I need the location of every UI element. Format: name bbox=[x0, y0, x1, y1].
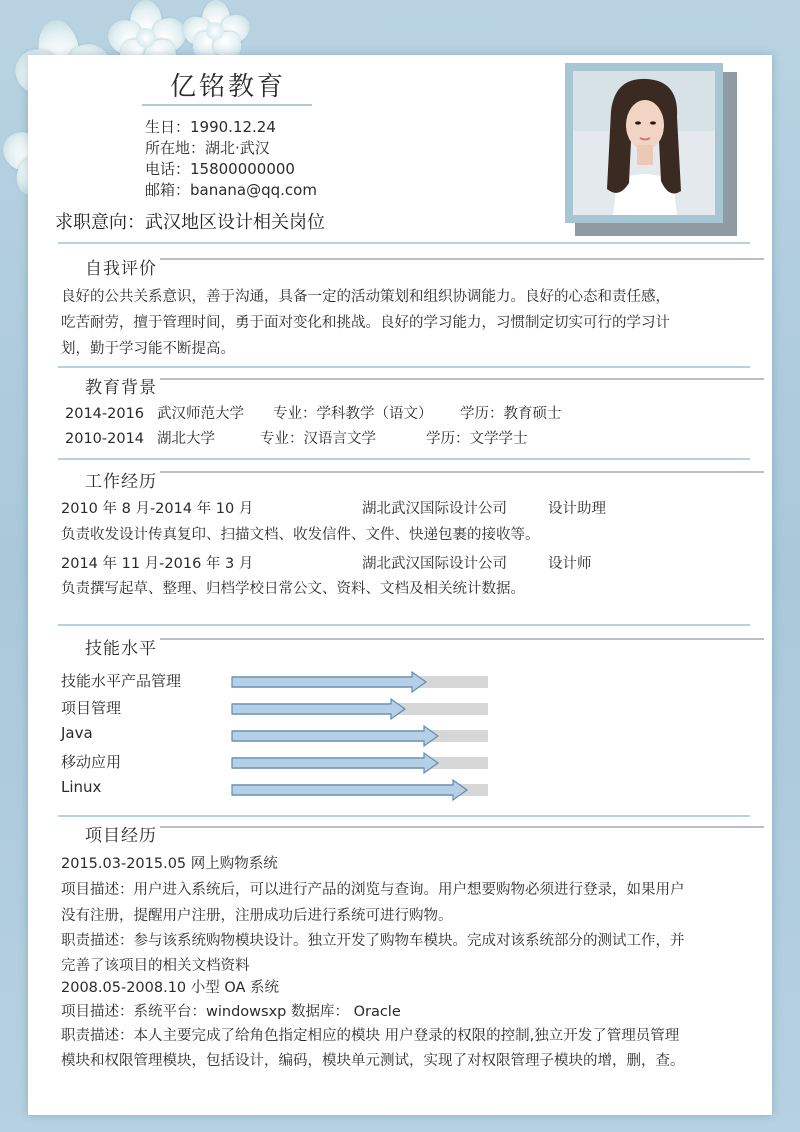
skill-label: 项目管理 bbox=[61, 699, 122, 717]
skill-label: 技能水平产品管理 bbox=[61, 672, 182, 690]
edu-major: 专业：汉语言文学 bbox=[260, 431, 376, 447]
project-line: 职责描述：参与该系统购物模块设计。独立开发了购物车模块。完成对该系统部分的测试工作，并 bbox=[61, 933, 685, 949]
project-line: 模块和权限管理模块，包括设计，编码，模块单元测试，实现了对权限管理子模块的增，删，查。 bbox=[61, 1053, 685, 1069]
section-title-education: 教育背景 bbox=[85, 378, 157, 398]
skill-label: Java bbox=[61, 724, 93, 742]
project-line: 项目描述：系统平台：windowsxp 数据库： Oracle bbox=[61, 1004, 401, 1020]
project-line: 项目描述：用户进入系统后，可以进行产品的浏览与查询。用户想要购物必须进行登录，如果用户 bbox=[61, 882, 685, 898]
section-divider bbox=[160, 471, 764, 473]
skill-bar-fill bbox=[231, 697, 407, 721]
skill-bar-fill bbox=[231, 778, 469, 802]
skill-bar-fill bbox=[231, 670, 428, 694]
edu-period: 2014-2016 bbox=[65, 406, 145, 422]
email-text: 邮箱：banana@qq.com bbox=[145, 181, 317, 199]
project-line: 2015.03-2015.05 网上购物系统 bbox=[61, 856, 278, 872]
section-title-skills: 技能水平 bbox=[85, 639, 157, 659]
work-role: 设计师 bbox=[548, 556, 592, 572]
profile-photo bbox=[565, 63, 723, 223]
skill-bar-fill bbox=[231, 724, 440, 748]
section-title-projects: 项目经历 bbox=[85, 826, 157, 846]
section-divider bbox=[58, 815, 750, 817]
self-eval-line: 良好的公共关系意识，善于沟通，具备一定的活动策划和组织协调能力。良好的心态和责任感， bbox=[61, 289, 670, 305]
location-text: 所在地：湖北·武汉 bbox=[145, 139, 270, 157]
section-title-work: 工作经历 bbox=[85, 472, 157, 492]
birthday-text: 生日：1990.12.24 bbox=[145, 118, 276, 136]
portrait-image bbox=[573, 71, 715, 215]
self-eval-line: 划，勤于学习能不断提高。 bbox=[61, 341, 235, 357]
work-company: 湖北武汉国际设计公司 bbox=[362, 556, 507, 572]
section-divider bbox=[160, 826, 764, 828]
edu-school: 武汉师范大学 bbox=[157, 406, 244, 422]
work-role: 设计助理 bbox=[548, 501, 606, 517]
skill-label: Linux bbox=[61, 778, 102, 796]
name-underline bbox=[142, 104, 312, 106]
job-objective: 求职意向：武汉地区设计相关岗位 bbox=[55, 212, 325, 233]
phone-text: 电话：15800000000 bbox=[145, 160, 295, 178]
edu-degree: 学历：教育硕士 bbox=[460, 406, 562, 422]
edu-degree: 学历：文学学士 bbox=[426, 431, 528, 447]
project-line: 2008.05-2008.10 小型 OA 系统 bbox=[61, 980, 280, 996]
project-line: 职责描述：本人主要完成了给角色指定相应的模块 用户登录的权限的控制,独立开发了管理员管理 bbox=[61, 1028, 680, 1044]
work-desc: 负责撰写起草、整理、归档学校日常公文、资料、文档及相关统计数据。 bbox=[61, 581, 525, 597]
section-divider bbox=[58, 458, 750, 460]
section-title-self-eval: 自我评价 bbox=[85, 259, 157, 279]
edu-period: 2010-2014 bbox=[65, 431, 145, 447]
section-divider bbox=[160, 258, 764, 260]
work-company: 湖北武汉国际设计公司 bbox=[362, 501, 507, 517]
section-divider bbox=[58, 242, 750, 244]
self-eval-line: 吃苦耐劳，擅于管理时间，勇于面对变化和挑战。良好的学习能力，习惯制定切实可行的学习计 bbox=[61, 315, 670, 331]
project-line: 完善了该项目的相关文档资料 bbox=[61, 958, 250, 974]
work-desc: 负责收发设计传真复印、扫描文档、收发信件、文件、快递包裹的接收等。 bbox=[61, 527, 540, 543]
skill-label: 移动应用 bbox=[61, 753, 122, 771]
section-divider bbox=[160, 378, 764, 380]
project-line: 没有注册，提醒用户注册，注册成功后进行系统可进行购物。 bbox=[61, 908, 453, 924]
skill-bar-fill bbox=[231, 751, 440, 775]
resume-name: 亿铭教育 bbox=[170, 72, 287, 102]
flower-decoration-3 bbox=[180, 0, 255, 62]
section-divider bbox=[58, 624, 750, 626]
section-divider bbox=[58, 366, 750, 368]
edu-major: 专业：学科教学（语文） bbox=[273, 406, 433, 422]
work-period: 2014 年 11 月-2016 年 3 月 bbox=[61, 556, 254, 572]
work-period: 2010 年 8 月-2014 年 10 月 bbox=[61, 501, 254, 517]
edu-school: 湖北大学 bbox=[157, 431, 215, 447]
section-divider bbox=[160, 638, 764, 640]
